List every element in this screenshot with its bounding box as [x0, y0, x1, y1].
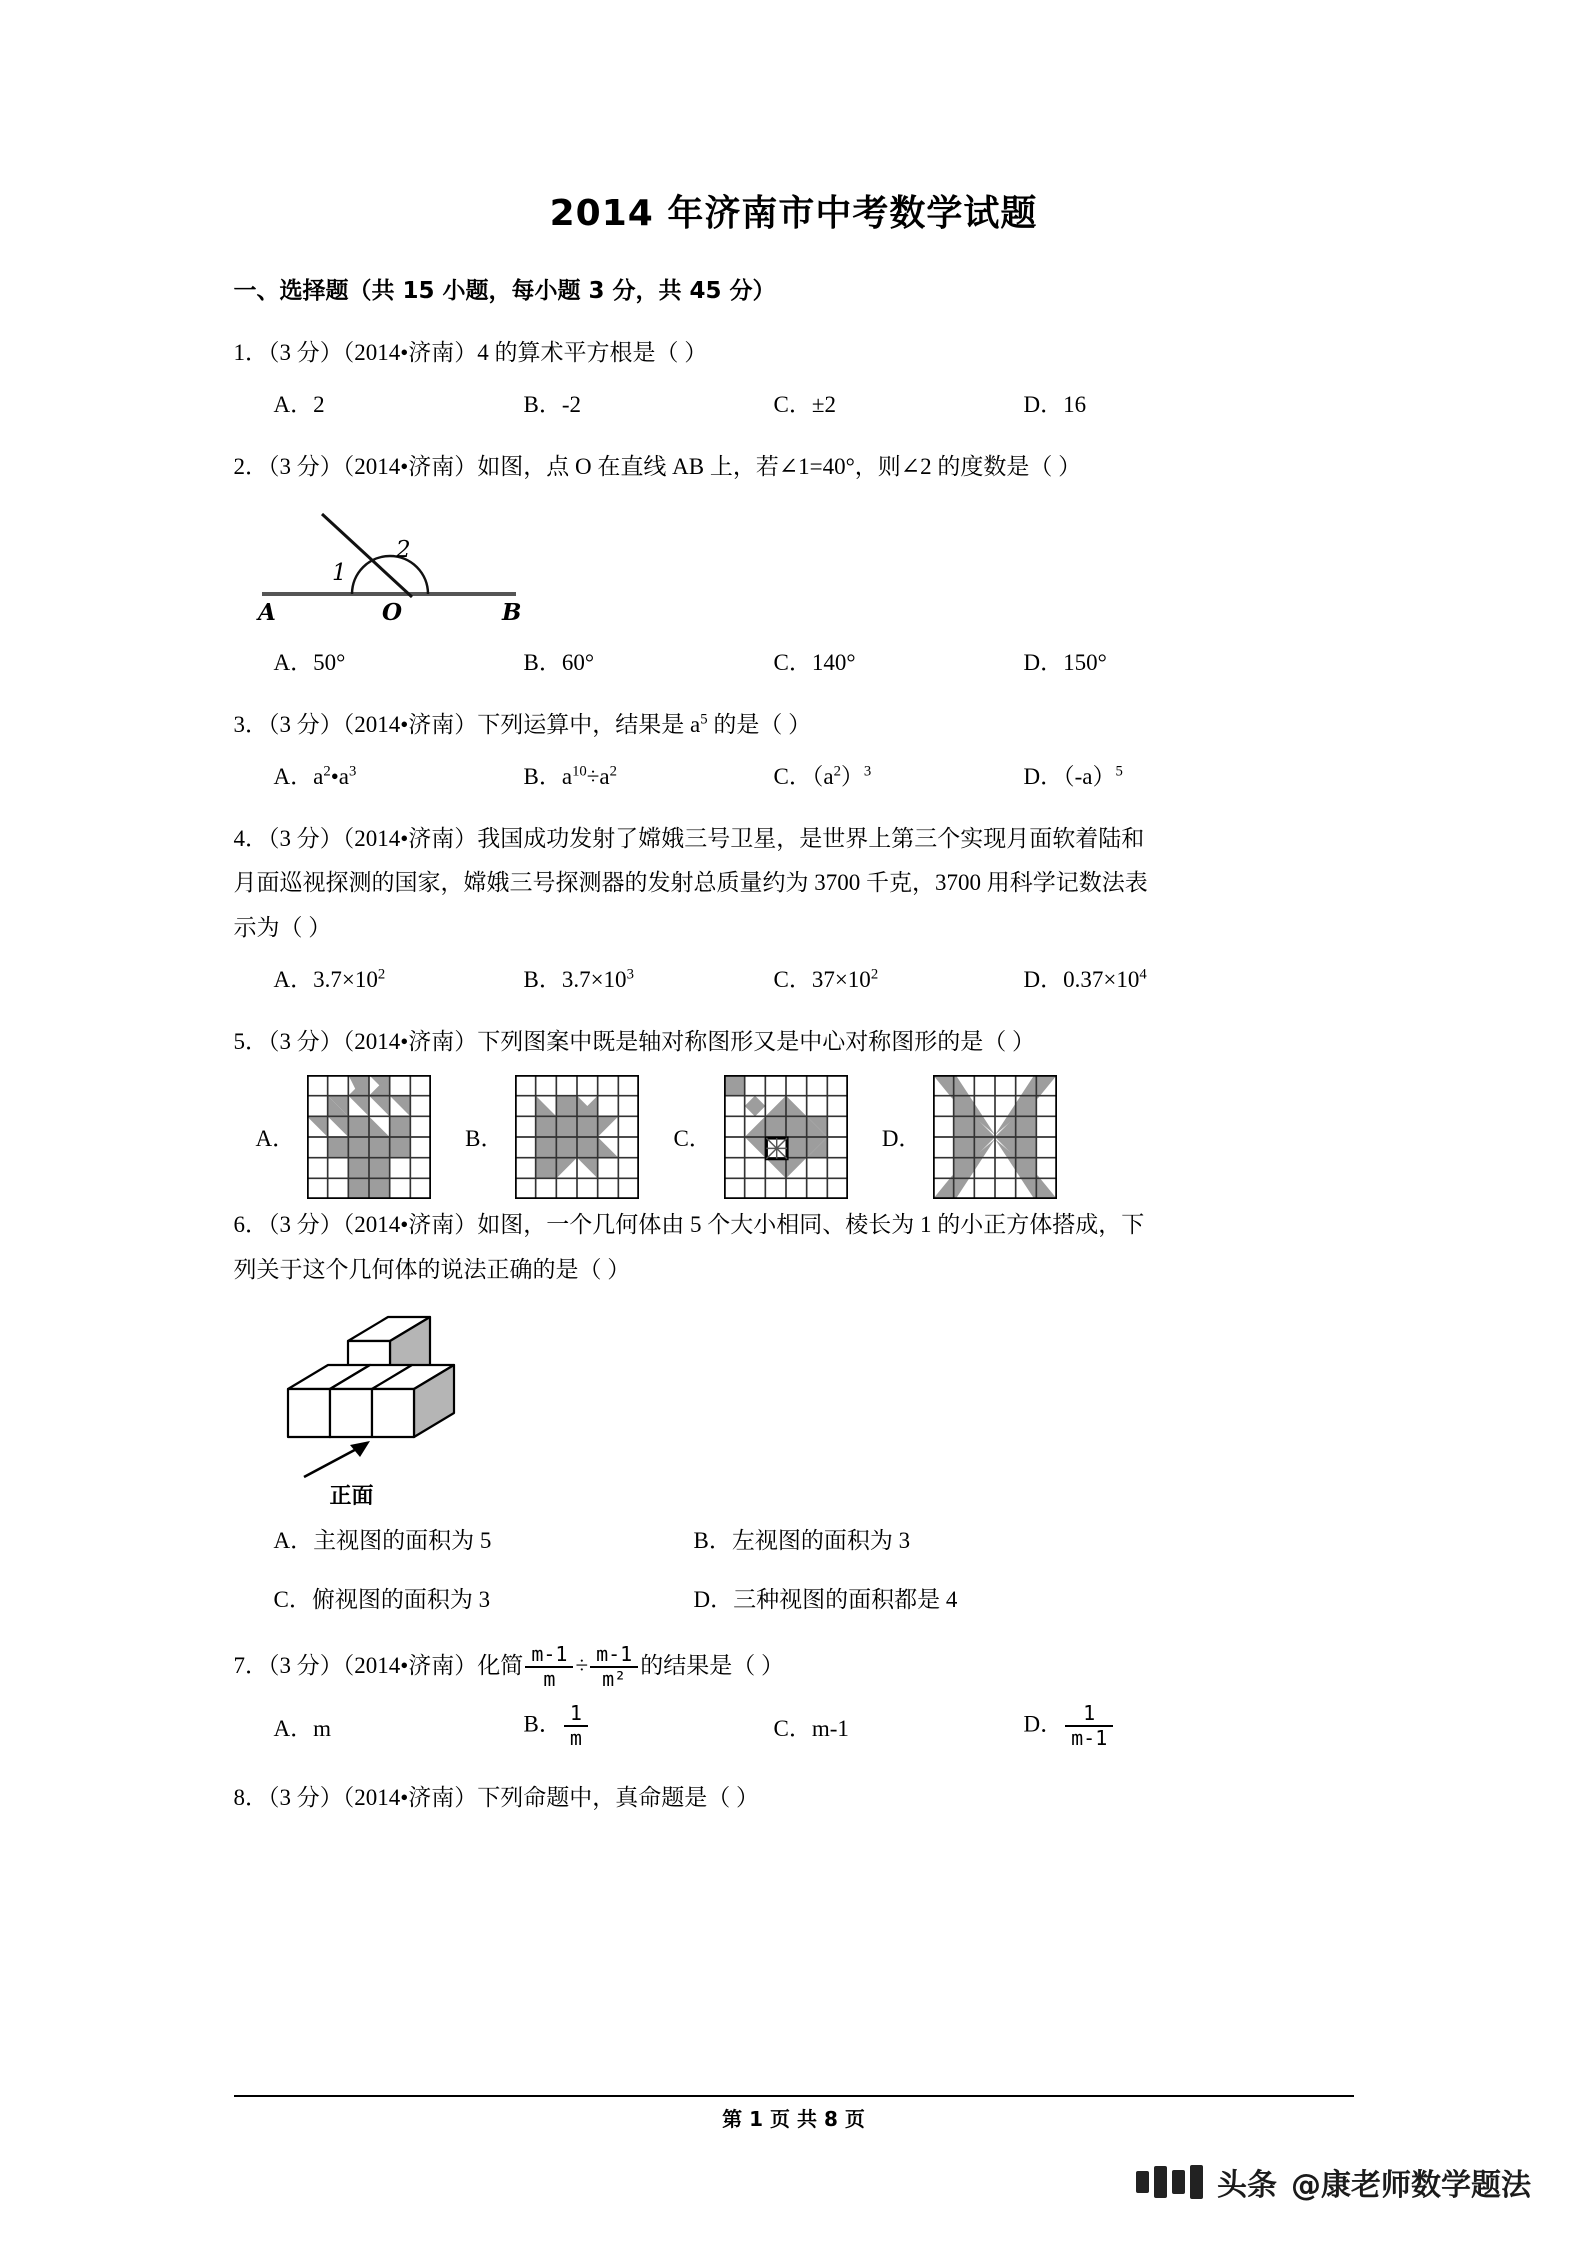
option-d-numerator: 1 — [1083, 1701, 1096, 1726]
fraction-1-numerator: m‐1 — [531, 1642, 568, 1667]
svg-text:2: 2 — [395, 536, 411, 563]
option-c[interactable]: C．$(a^2)^3$ — [773, 762, 872, 789]
question-7-stem — [234, 1640, 1354, 1693]
pattern-d-icon — [933, 1075, 1057, 1199]
footer-divider — [234, 2095, 1354, 2097]
fraction-2 — [590, 1643, 638, 1691]
question-1-options — [234, 386, 1354, 419]
option-d-fraction — [1065, 1702, 1113, 1750]
question-4-options — [234, 961, 1354, 994]
pattern-c-icon — [724, 1075, 848, 1199]
option-d-denominator: m‐1 — [1065, 1725, 1113, 1750]
question-6-options-row-2 — [234, 1581, 1354, 1614]
question-5-options — [234, 1075, 1354, 1199]
option-a[interactable]: A．主视图的面积为 5 — [273, 1527, 492, 1553]
division-operator: ÷ — [575, 1652, 589, 1678]
option-d[interactable] — [882, 1075, 1058, 1199]
question-1-stem: 1．（3 分）（2014•济南）4 的算术平方根是（ ） — [233, 340, 708, 365]
watermark-brand: 头条 — [1217, 2168, 1277, 2203]
option-a[interactable]: A．2 — [273, 391, 325, 417]
option-d-label: D． — [1023, 1711, 1064, 1737]
question-5-stem: 5．（3 分）（2014•济南）下列图案中既是轴对称图形又是中心对称图形的是（ ） — [233, 1029, 1036, 1055]
option-b-label: B． — [523, 1711, 562, 1737]
option-b[interactable]: B．$3.7\times 10^3$ — [523, 966, 634, 993]
pattern-a-icon — [307, 1075, 431, 1199]
label-b: B — [501, 598, 521, 626]
option-a[interactable]: A．$3.7\times 10^2$ — [273, 966, 386, 993]
option-b-denominator: m — [564, 1725, 588, 1750]
document-body — [234, 236, 1354, 1821]
toutiao-logo-icon — [1136, 2165, 1203, 2199]
option-d[interactable]: D．（‐a）$^5$ — [1023, 762, 1123, 789]
option-b[interactable]: B．‐2 — [523, 391, 581, 417]
option-c[interactable]: C．俯视图的面积为 3 — [273, 1586, 491, 1612]
option-c[interactable]: C．±2 — [773, 391, 836, 417]
fraction-1-denominator: m — [525, 1666, 573, 1691]
q6-line-1: 6．（3 分）（2014•济南）如图，一个几何体由 5 个大小相同、棱长为 1 的小正方体搭成，下 — [233, 1211, 1145, 1237]
option-c[interactable] — [673, 1075, 847, 1199]
option-c[interactable]: C．140° — [773, 649, 856, 675]
section-heading: 一、选择题（共 15 小题，每小题 3 分，共 45 分） — [233, 278, 776, 304]
watermark — [1136, 2160, 1531, 2204]
q4-line-2: 月面巡视探测的国家，嫦娥三号探测器的发射总质量约为 3700 千克，3700 用科学记数法表 — [233, 870, 1148, 896]
cube-solid-diagram — [270, 1305, 500, 1480]
option-d[interactable]: D．16 — [1023, 391, 1087, 417]
pattern-b-icon — [515, 1075, 639, 1199]
question-6-options-row-1 — [234, 1522, 1354, 1555]
q3-stem-prefix: 3．（3 分）（2014•济南）下列运算中，结果是 a — [233, 711, 701, 737]
question-3-stem — [234, 703, 1354, 748]
option-d[interactable] — [1024, 1702, 1274, 1750]
option-d[interactable]: D．三种视图的面积都是 4 — [693, 1586, 958, 1612]
question-6-stem — [234, 1203, 1354, 1293]
q7-stem-prefix: 7．（3 分）（2014•济南）化简 — [233, 1652, 524, 1678]
q3-stem-suffix: 的是（ ） — [707, 711, 812, 737]
option-c[interactable]: C．$37\times 10^2$ — [773, 966, 879, 993]
option-b-label: B． — [465, 1126, 504, 1152]
option-b[interactable]: B．60° — [523, 649, 595, 675]
question-3-options — [234, 758, 1354, 791]
question-2-figure — [244, 502, 1354, 632]
option-c[interactable]: C．m‐1 — [773, 1715, 849, 1741]
q7-stem-suffix: 的结果是（ ） — [640, 1652, 784, 1678]
question-8-stem: 8．（3 分）（2014•济南）下列命题中，真命题是（ ） — [233, 1785, 760, 1811]
question-2-options — [234, 644, 1354, 677]
question-4-stem — [234, 817, 1354, 952]
option-a[interactable]: A．m — [273, 1715, 331, 1741]
q4-line-1: 4．（3 分）（2014•济南）我国成功发射了嫦娥三号卫星，是世界上第三个实现月面软着陆和 — [233, 825, 1145, 851]
fraction-2-denominator: m² — [590, 1666, 638, 1691]
svg-text:1: 1 — [331, 559, 347, 586]
label-a: A — [257, 598, 276, 626]
option-d-label: D． — [881, 1126, 922, 1152]
page-number: 第 1 页 共 8 页 — [722, 2107, 865, 2131]
option-c-label: C． — [673, 1126, 712, 1152]
label-o: O — [381, 598, 402, 626]
watermark-text: @康老师数学题法 — [1291, 2168, 1531, 2203]
q6-line-2: 列关于这个几何体的说法正确的是（ ） — [233, 1256, 631, 1282]
q4-line-3: 示为（ ） — [233, 915, 332, 941]
question-6-figure — [234, 1305, 1354, 1510]
option-a-label: A． — [255, 1126, 296, 1152]
option-a[interactable] — [256, 1075, 432, 1199]
page-title: 2014 年济南市中考数学试题 — [549, 193, 1038, 234]
option-d[interactable]: D．$0.37\times 10^4$ — [1023, 966, 1147, 993]
q3-exponent: 5 — [700, 711, 708, 728]
option-b-numerator: 1 — [569, 1701, 582, 1726]
front-view-label: 正面 — [329, 1483, 374, 1509]
page-footer — [0, 2095, 1587, 2132]
option-b[interactable] — [465, 1075, 639, 1199]
option-b-fraction — [564, 1702, 588, 1750]
option-a[interactable]: A．$a^2•a^3$ — [273, 762, 357, 789]
angle-diagram-svg — [244, 502, 534, 627]
fraction-2-numerator: m‐1 — [596, 1642, 633, 1667]
option-b[interactable] — [524, 1702, 774, 1750]
option-b[interactable]: B．$a^{10}\div a^2$ — [523, 762, 617, 789]
question-7-options — [234, 1702, 1354, 1750]
option-a[interactable]: A．50° — [273, 649, 346, 675]
question-2-stem: 2．（3 分）（2014•济南）如图，点 O 在直线 AB 上，若∠1=40°，则∠2 的度数是（ ） — [233, 453, 1082, 479]
option-b[interactable]: B．左视图的面积为 3 — [693, 1527, 911, 1553]
option-d[interactable]: D．150° — [1023, 649, 1107, 675]
fraction-1 — [525, 1643, 573, 1691]
